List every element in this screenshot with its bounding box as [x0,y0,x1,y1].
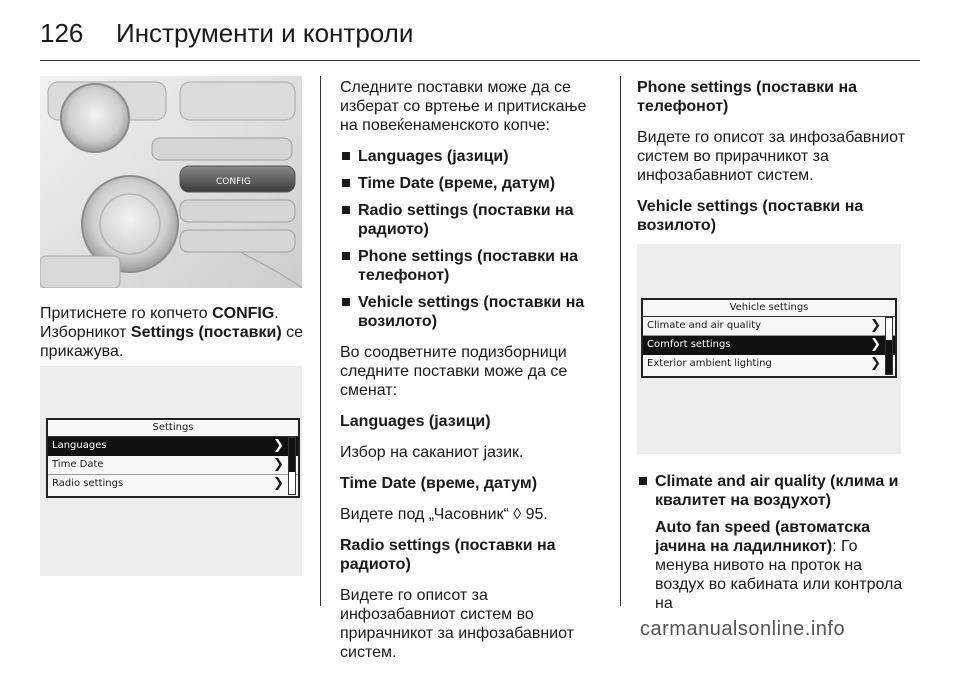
list-item-text: Languages (јазици) [358,148,509,165]
page-header [40,14,920,54]
config-button-photo [40,76,302,288]
header-divider [40,60,920,61]
chevron-right-icon: ❯ [273,438,284,453]
page-title: Инструменти и контроли [116,18,414,48]
menu-text: Изборникот [40,324,131,341]
chevron-right-icon: ❯ [273,476,284,491]
bullet-icon [342,179,350,187]
list-item-text: Radio settings (поставки на радиото) [358,202,574,238]
scrollbar[interactable] [288,437,296,495]
autofan-text: : Го менува нивото на проток на воздух во кабината или контрола на [655,538,903,612]
list-item [340,293,608,331]
instruction-text: Притиснете го копчето [40,305,213,322]
column-2-text [340,78,608,674]
section-heading: Radio settings (поставки на радиото) [340,537,556,573]
list-item-text: Phone settings (поставки на телефонот) [358,248,578,284]
section-heading: Languages (јазици) [340,413,491,430]
settings-screen-figure [40,366,302,576]
column-3-text [637,78,907,247]
section-heading: Vehicle settings (поставки на возилото) [637,198,864,234]
menu-text-end: се прикажува. [40,324,303,360]
scrollbar-thumb[interactable] [289,438,295,472]
bullet-icon [342,206,350,214]
page-number: 126 [40,18,84,48]
console-illustration [40,76,302,288]
scrollbar[interactable] [885,317,893,375]
section-heading: Phone settings (поставки на телефонот) [637,79,857,115]
column-divider-2 [620,76,621,606]
section-text: Избор на саканиот јазик. [340,444,524,461]
list-item [637,472,907,510]
row-label: Time Date [52,459,104,470]
list-item [340,147,608,166]
vehicle-settings-figure [637,244,901,454]
menu-row-time-date[interactable] [48,456,298,475]
bullet-icon [342,152,350,160]
menu-row-languages[interactable] [48,437,298,456]
config-button-label: CONFIG [216,177,251,187]
row-label: Comfort settings [647,339,731,350]
row-label: Exterior ambient lighting [647,358,772,369]
list-item [340,247,608,285]
scrollbar-thumb[interactable] [886,340,892,374]
screen-title: Settings [48,420,298,437]
section-text: Видете го описот за инфозабавниот систем во прирачникот за инфозабавниот систем. [637,129,906,184]
autofan-paragraph [637,518,907,613]
settings-menu-name: Settings (поставки) [130,324,282,341]
chevron-right-icon: ❯ [870,356,881,371]
menu-row-climate[interactable] [643,317,895,336]
bullet-icon [342,252,350,260]
menu-row-exterior-lighting[interactable] [643,355,895,373]
column-1-text [40,304,310,373]
row-label: Climate and air quality [647,320,762,331]
section-text: Видете под „Часовник“ ◊ 95. [340,506,548,523]
settings-screen [46,418,300,498]
column-3-lower [637,472,907,625]
menu-row-radio-settings[interactable] [48,475,298,493]
list-item [340,201,608,239]
list-item-text: Vehicle settings (поставки на возилото) [358,294,585,330]
punctuation: . [274,305,279,322]
watermark: carmanualsonline.info [640,618,846,640]
row-label: Radio settings [52,478,124,489]
submenu-intro: Во соодветните подизборници следните поставки може да се сменат: [340,344,568,399]
column-divider-1 [320,76,321,606]
config-button-name: CONFIG [212,305,275,322]
list-item-text: Time Date (време, датум) [358,175,556,192]
menu-row-comfort[interactable] [643,336,895,355]
intro-paragraph: Следните поставки може да се изберат со вртење и притискање на повеќенаменското копче: [340,79,587,134]
vehicle-settings-screen [641,298,897,378]
list-item-text: Climate and air quality (клима и квалитет на воздухот) [655,473,899,509]
bullet-icon [342,298,350,306]
list-item [340,174,608,193]
autofan-heading: Auto fan speed (автоматска јачина на ладилникот) [655,519,870,555]
chevron-right-icon: ❯ [273,457,284,472]
screen-title: Vehicle settings [643,300,895,317]
chevron-right-icon: ❯ [870,337,881,352]
section-heading: Time Date (време, датум) [340,475,538,492]
chevron-right-icon: ❯ [870,318,881,333]
section-text: Видете го описот за инфозабавниот систем во прирачникот за инфозабавниот систем. [340,587,574,661]
row-label: Languages [52,440,107,451]
bullet-icon [639,477,647,485]
